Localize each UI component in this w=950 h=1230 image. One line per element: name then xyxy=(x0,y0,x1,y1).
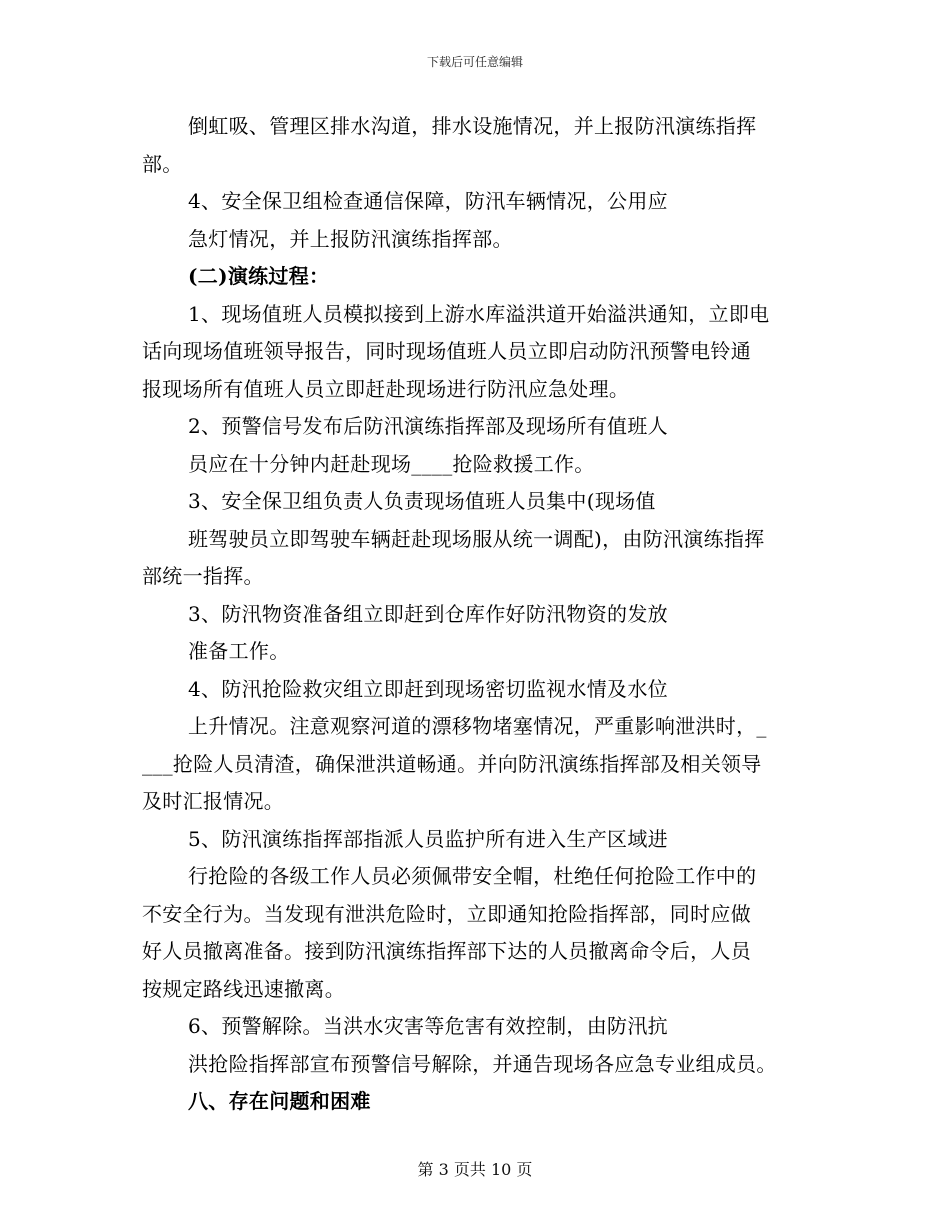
text-line: 5、防汛演练指挥部指派人员监护所有进入生产区域进 xyxy=(188,826,668,851)
text-line: ___抢险人员清渣，确保泄洪道畅通。并向防汛演练指挥部及相关领导 xyxy=(142,751,762,776)
text-line: 按规定路线迅速撤离。 xyxy=(142,976,345,1001)
text-line: 2、预警信号发布后防汛演练指挥部及现场所有值班人 xyxy=(188,414,668,438)
text-line: 上升情况。注意观察河道的漂移物堵塞情况，严重影响泄洪时，_ xyxy=(188,714,767,738)
page-footer: 第 3 页共 10 页 xyxy=(417,1160,533,1179)
text-line: 班驾驶员立即驾驶车辆赶赴现场服从统一调配)，由防汛演练指挥 xyxy=(188,526,765,551)
text-line: 话向现场值班领导报告，同时现场值班人员立即启动防汛预警电铃通 xyxy=(142,339,751,363)
document-body xyxy=(142,108,810,1121)
text-line: 3、防汛物资准备组立即赶到仓库作好防汛物资的发放 xyxy=(188,601,668,626)
text-line: 洪抢险指挥部宣布预警信号解除，并通告现场各应急专业组成员。 xyxy=(188,1051,777,1076)
text-line: 4、安全保卫组检查通信保障，防汛车辆情况，公用应 xyxy=(188,189,668,213)
text-line: 3、安全保卫组负责人负责现场值班人员集中(现场值 xyxy=(188,489,656,513)
text-line: 及时汇报情况。 xyxy=(142,789,285,813)
text-line: 部。 xyxy=(142,151,183,176)
text-line: 急灯情况，并上报防汛演练指挥部。 xyxy=(188,226,513,251)
text-line: 部统一指挥。 xyxy=(142,564,264,588)
text-line: 好人员撤离准备。接到防汛演练指挥部下达的人员撤离命令后，人员 xyxy=(142,939,751,963)
text-line: 员应在十分钟内赶赴现场____抢险救援工作。 xyxy=(188,451,595,476)
page-header: 下载后可任意编辑 xyxy=(426,55,523,69)
text-line: 4、防汛抢险救灾组立即赶到现场密切监视水情及水位 xyxy=(188,676,668,701)
text-line: 不安全行为。当发现有泄洪危险时，立即通知抢险指挥部，同时应做 xyxy=(142,901,751,926)
text-line: 倒虹吸、管理区排水沟道，排水设施情况，并上报防汛演练指挥 xyxy=(188,114,757,138)
text-line: 行抢险的各级工作人员必须佩带安全帽，杜绝任何抢险工作中的 xyxy=(188,864,757,888)
section-heading: (二)演练过程： xyxy=(188,264,330,288)
text-line: 6、预警解除。当洪水灾害等危害有效控制，由防汛抗 xyxy=(188,1014,668,1038)
section-heading: 八、存在问题和困难 xyxy=(188,1089,371,1113)
text-line: 1、现场值班人员模拟接到上游水库溢洪道开始溢洪通知，立即电 xyxy=(188,301,770,326)
text-line: 准备工作。 xyxy=(188,639,290,663)
text-line: 报现场所有值班人员立即赶赴现场进行防汛应急处理。 xyxy=(142,376,630,401)
